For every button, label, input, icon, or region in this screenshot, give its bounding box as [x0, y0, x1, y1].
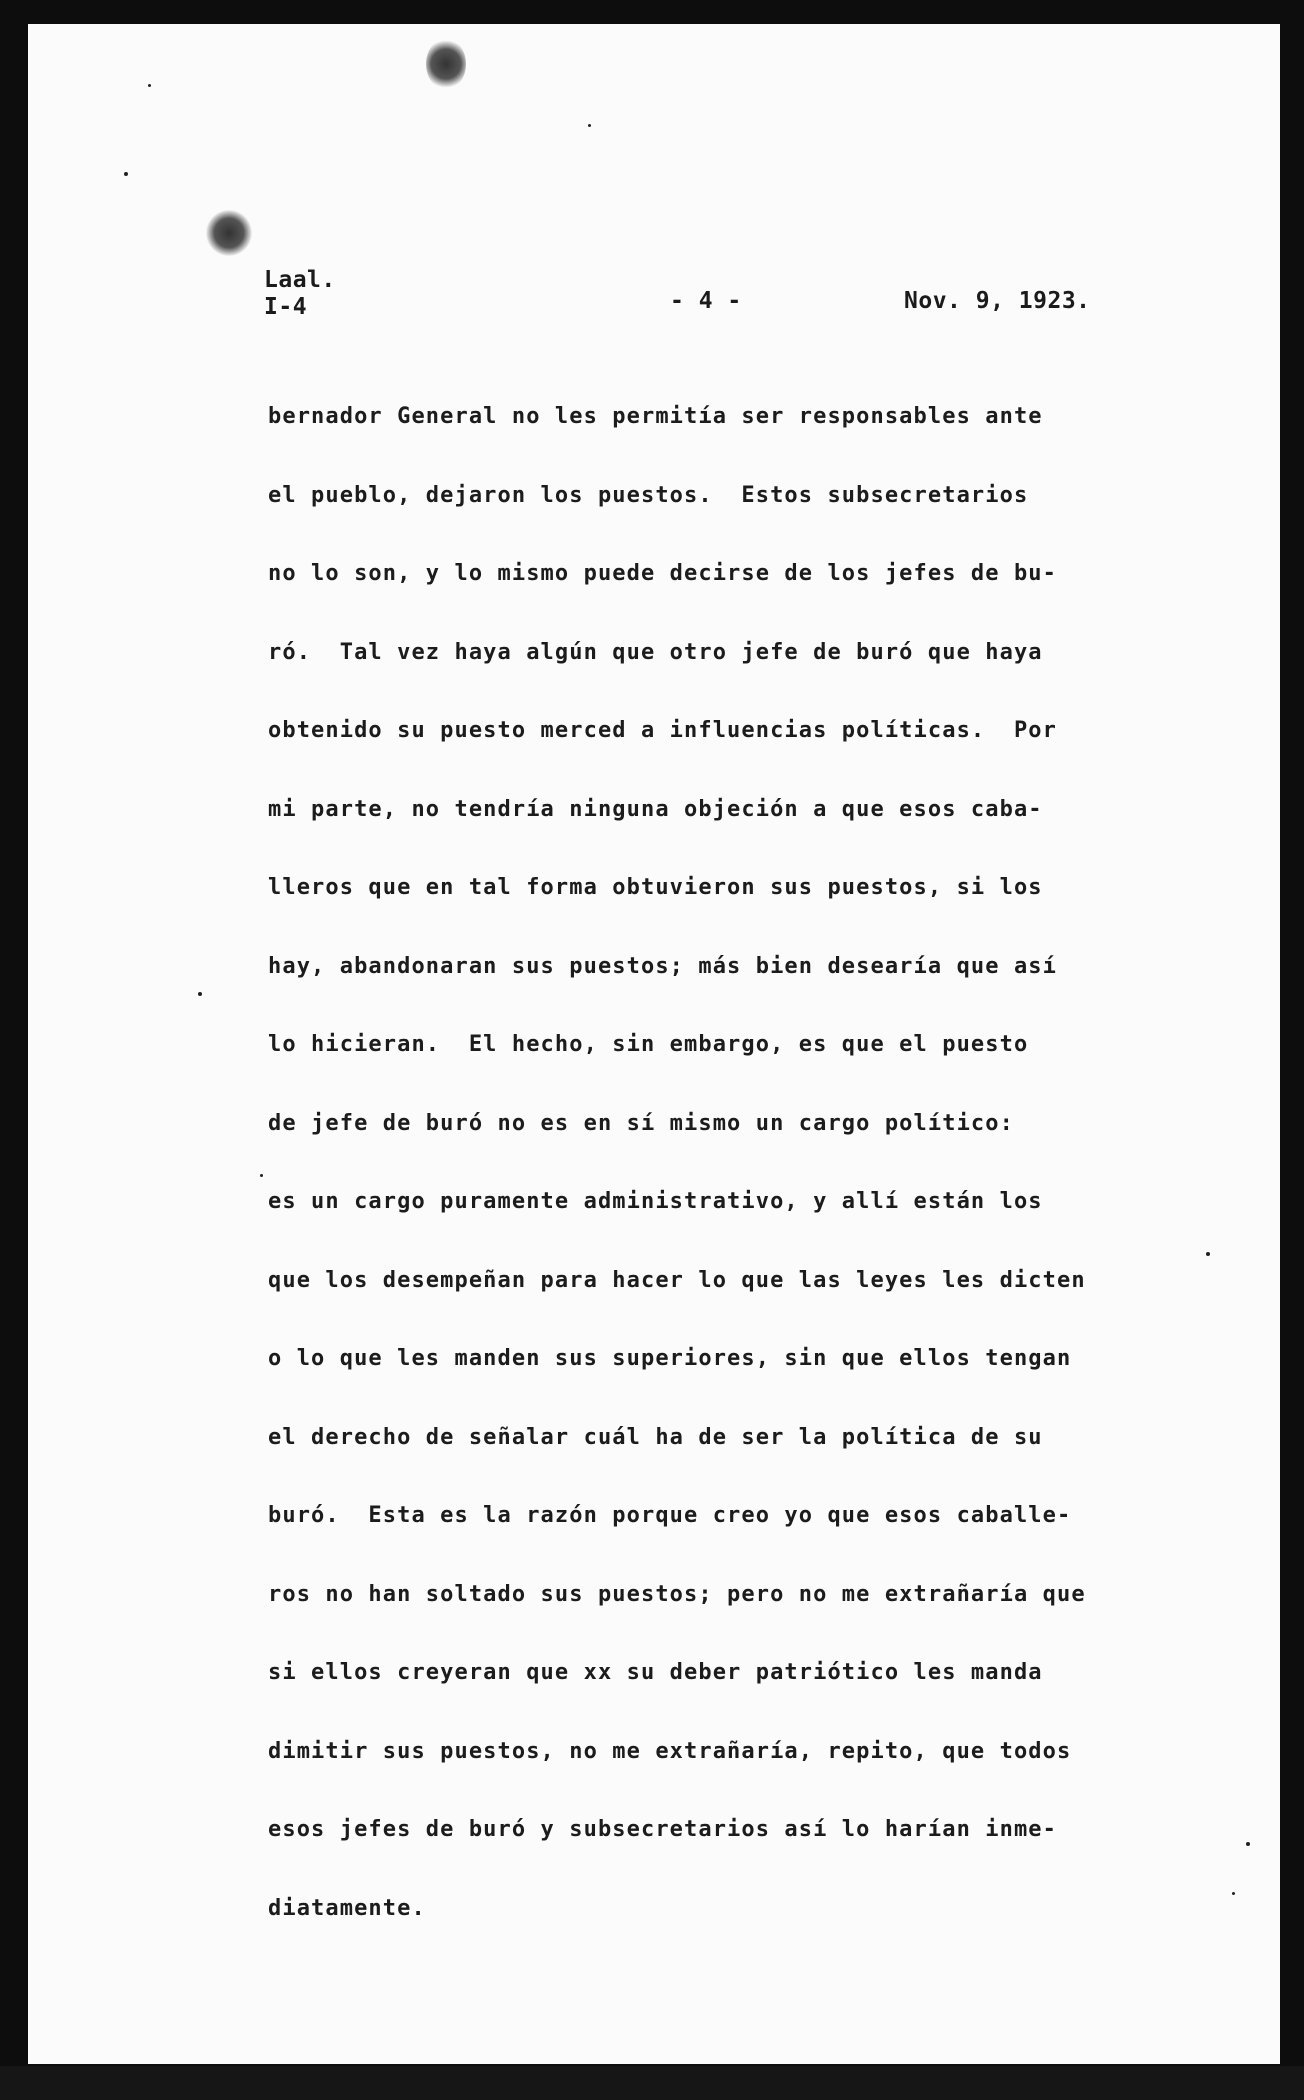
text-line: ró. Tal vez haya algún que otro jefe de buró que haya [268, 639, 1043, 665]
speck [260, 1174, 263, 1177]
speck [198, 992, 202, 996]
text-line: el pueblo, dejaron los puestos. Estos subsecretarios [268, 482, 1029, 508]
text-line: ros no han soltado sus puestos; pero no me extrañaría que [268, 1581, 1086, 1607]
text-line: lleros que en tal forma obtuvieron sus puestos, si los [268, 875, 1043, 900]
text-line: diatamente. [268, 1895, 426, 1921]
speck [124, 172, 128, 176]
header-initials: Laal. [264, 267, 336, 293]
speck [588, 124, 591, 127]
text-line: mi parte, no tendría ninguna objeción a que esos caba- [268, 796, 1043, 822]
speck [1246, 1842, 1250, 1846]
text-line: hay, abandonaran sus puestos; más bien desearía que así [268, 953, 1057, 979]
text-line: obtenido su puesto merced a influencias políticas. Por [268, 718, 1057, 743]
text-line: no lo son, y lo mismo puede decirse de los jefes de bu- [268, 561, 1057, 586]
text-line: esos jefes de buró y subsecretarios así lo harían inme- [268, 1817, 1057, 1842]
text-line: que los desempeñan para hacer lo que las leyes les dicten [268, 1267, 1086, 1293]
ink-blot-top [426, 38, 466, 90]
text-line: si ellos creyeran que xx su deber patriótico les manda [268, 1660, 1043, 1685]
text-line: bernador General no les permitía ser responsables ante [268, 404, 1043, 429]
text-line: de jefe de buró no es en sí mismo un cargo político: [268, 1110, 1014, 1136]
document-date: Nov. 9, 1923. [904, 288, 1091, 314]
text-line: lo hicieran. El hecho, sin embargo, es que el puesto [268, 1032, 1029, 1057]
text-line: o lo que les manden sus superiores, sin que ellos tengan [268, 1346, 1072, 1371]
text-line: dimitir sus puestos, no me extrañaría, repito, que todos [268, 1738, 1072, 1764]
speck [1232, 1892, 1235, 1895]
page-number: - 4 - [670, 288, 742, 314]
text-line: el derecho de señalar cuál ha de ser la política de su [268, 1424, 1043, 1450]
body-text [268, 402, 1208, 1972]
speck [148, 84, 151, 87]
text-line: es un cargo puramente administrativo, y allí están los [268, 1189, 1043, 1214]
text-line: buró. Esta es la razón porque creo yo que esos caballe- [268, 1503, 1072, 1528]
film-frame-edge [0, 2066, 1304, 2100]
document-page [28, 24, 1280, 2064]
ink-blot-left [206, 210, 252, 256]
header-section: I-4 [264, 294, 308, 320]
